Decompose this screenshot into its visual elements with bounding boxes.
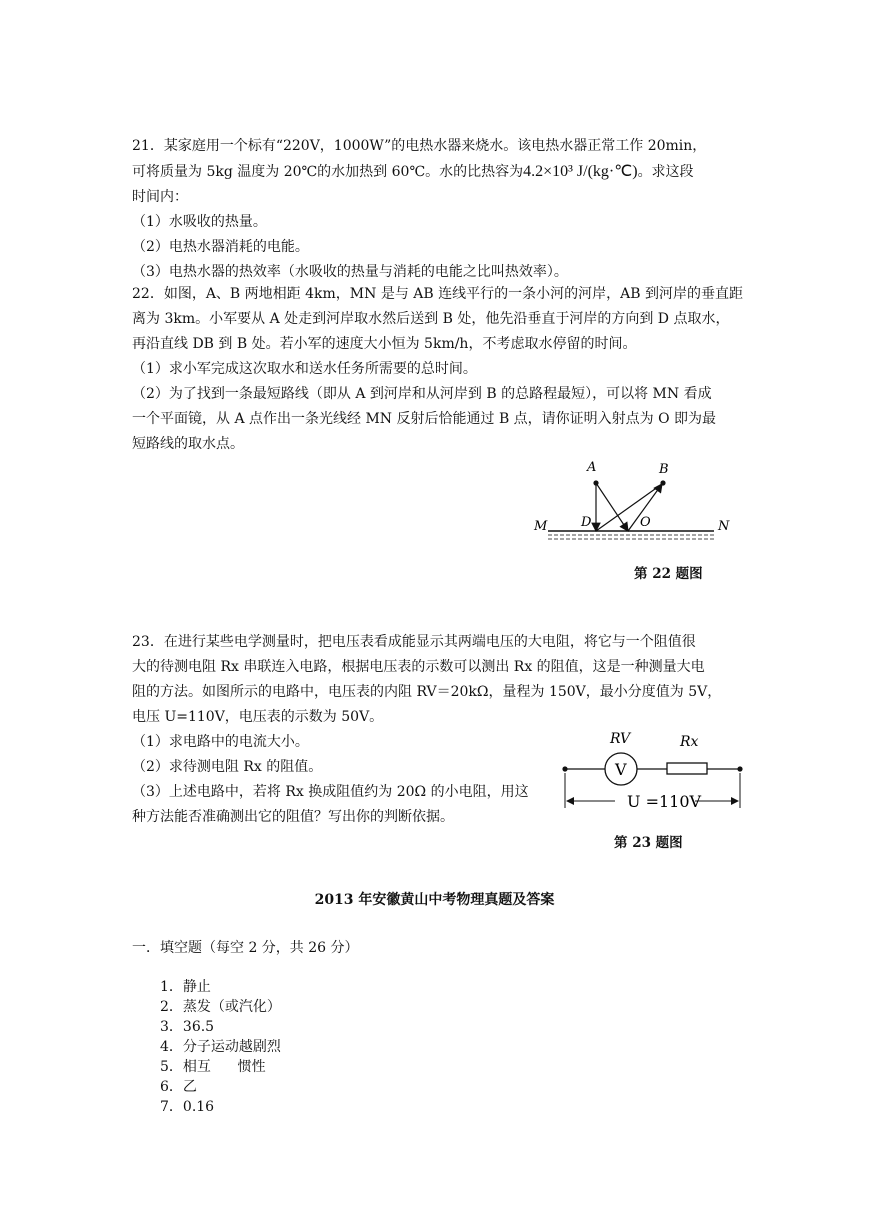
q21-line-1: 21．某家庭用一个标有“220V，1000W”的电热水器来烧水。该电热水器正常工作 20min， <box>132 138 707 154</box>
point-B <box>660 480 665 485</box>
path-D-to-B <box>596 484 662 531</box>
question-21 <box>132 134 740 285</box>
answer-title: 2013 年安徽黄山中考物理真题及答案 <box>314 892 555 908</box>
q21-line-2: 可将质量为 5kg 温度为 20℃的水加热到 60℃。水的比热容为4.2×10³ J/(kg·℃)。求这段 <box>132 163 694 180</box>
q23-sub-3a: （3）上述电路中，若将 Rx 换成阻值约为 20Ω 的小电阻，用这 <box>132 784 529 800</box>
answer-item: 7．0.16 <box>160 1099 215 1115</box>
q23-sub-1: （1）求电路中的电流大小。 <box>132 734 309 750</box>
answer-item: 4．分子运动越剧烈 <box>160 1039 281 1055</box>
q22-sub-1: （1）求小军完成这次取水和送水任务所需要的总时间。 <box>132 361 477 377</box>
q22-line-3: 再沿直线 DB 到 B 处。若小军的速度大小恒为 5km/h，不考虑取水停留的时间。 <box>132 336 637 352</box>
q22-line-2: 离为 3km。小军要从 A 处走到河岸取水然后送到 B 处，他先沿垂直于河岸的方向到 D 点取水， <box>132 311 730 327</box>
label-A: A <box>587 460 597 475</box>
label-U: U =110V <box>627 792 702 811</box>
question-22 <box>132 282 743 457</box>
label-D: D <box>581 515 592 530</box>
figure-23-circuit <box>555 728 755 818</box>
label-RV: RV <box>610 731 631 747</box>
q21-sub-1: （1）水吸收的热量。 <box>132 214 267 230</box>
voltmeter-letter: V <box>615 760 627 779</box>
q23-line-2: 大的待测电阻 Rx 串联连入电路，根据电压表的示数可以测出 Rx 的阻值，这是一种测量大电 <box>132 659 705 675</box>
answer-item: 3．36.5 <box>160 1019 215 1035</box>
answer-item: 6．乙 <box>160 1079 197 1095</box>
q22-sub-2a: （2）为了找到一条最短路线（即从 A 到河岸和从河岸到 B 的总路程最短），可以将 MN 看成 <box>132 386 712 402</box>
label-B: B <box>659 462 669 477</box>
answer-item: 1．静止 <box>160 979 211 995</box>
q21-sub-2: （2）电热水器消耗的电能。 <box>132 239 309 255</box>
q23-line-1: 23．在进行某些电学测量时，把电压表看成能显示其两端电压的大电阻，将它与一个阻值很 <box>132 634 696 650</box>
specific-heat-formula: 4.2×10³ J/(kg·℃) <box>523 163 638 180</box>
q23-sub-3b: 种方法能否准确测出它的阻值？写出你的判断依据。 <box>132 809 454 825</box>
label-O: O <box>640 515 651 530</box>
section-1-heading: 一．填空题（每空 2 分，共 26 分） <box>132 940 359 956</box>
figure-22-diagram <box>528 455 728 545</box>
figure-23-caption: 第 23 题图 <box>614 835 683 851</box>
figure-22-caption: 第 22 题图 <box>634 566 703 582</box>
q21-sub-3: （3）电热水器的热效率（水吸收的热量与消耗的电能之比叫热效率）。 <box>132 264 568 280</box>
ray-A-to-O <box>596 483 628 531</box>
label-M: M <box>534 519 548 534</box>
q22-line-1: 22．如图，A、B 两地相距 4km，MN 是与 AB 连线平行的一条小河的河岸，AB 到河岸的垂直距 <box>132 286 743 302</box>
q23-line-3: 阻的方法。如图所示的电路中，电压表的内阻 RV＝20kΩ，量程为 150V，最小分度值为 5V， <box>132 684 722 700</box>
answer-list <box>160 977 281 1117</box>
label-Rx: Rx <box>680 734 699 750</box>
answer-item: 5．相互 惯性 <box>160 1059 266 1075</box>
q23-sub-2: （2）求待测电阻 Rx 的阻值。 <box>132 759 323 775</box>
answer-item: 2．蒸发（或汽化） <box>160 999 281 1015</box>
q23-line-4: 电压 U=110V，电压表的示数为 50V。 <box>132 709 384 725</box>
q22-sub-2c: 短路线的取水点。 <box>132 436 244 452</box>
q21-line-3: 时间内： <box>132 189 188 205</box>
resistor-Rx <box>667 763 707 774</box>
q22-sub-2b: 一个平面镜，从 A 点作出一条光线经 MN 反射后恰能通过 B 点，请你证明入射点为 O 即为最 <box>132 411 717 427</box>
point-A <box>593 480 598 485</box>
label-N: N <box>718 519 730 534</box>
